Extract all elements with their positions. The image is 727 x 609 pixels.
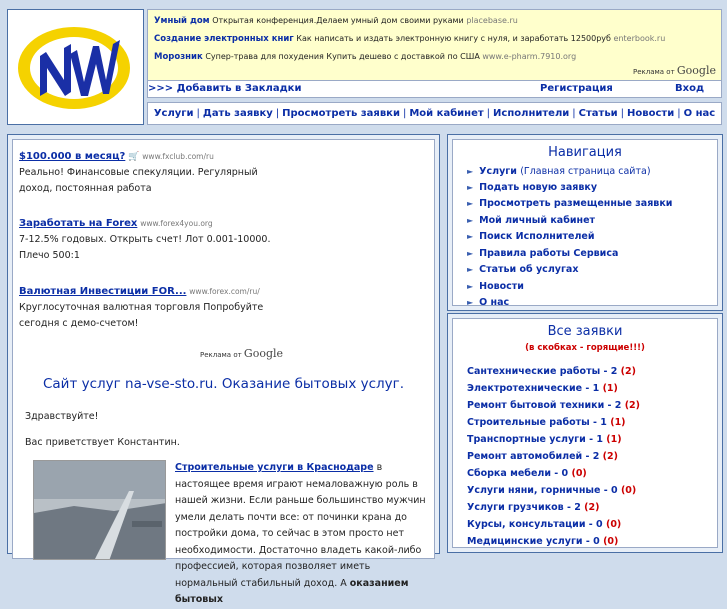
menu-item-cabinet[interactable]: Мой кабинет [409, 108, 484, 119]
google-logo: Google [676, 64, 716, 77]
top-menu [147, 102, 722, 125]
article-text [175, 460, 433, 609]
nav-item-label[interactable]: Просмотреть размещенные заявки [479, 198, 673, 209]
arrow-right-icon: ► [467, 183, 474, 192]
nav-item-services[interactable] [467, 166, 651, 177]
ads-by-google[interactable] [200, 347, 283, 360]
ad-url[interactable]: www.forex.com/ru/ [189, 287, 260, 296]
menu-item-about[interactable]: О нас [683, 108, 716, 119]
ad-desc: Круглосуточная валютная торговля Попробуйте [19, 302, 264, 313]
arrow-right-icon: ► [467, 249, 474, 258]
request-label[interactable]: Транспортные услуги - 1 [467, 434, 603, 445]
ad-desc: 7-12.5% годовых. Открыть счет! Лот 0.001-10000. [19, 234, 271, 245]
ad-title[interactable]: Заработать на Forex [19, 218, 138, 229]
hot-count: (0) [571, 468, 587, 479]
menu-separator: | [486, 108, 491, 119]
arrow-right-icon: ► [467, 167, 474, 176]
request-label[interactable]: Услуги няни, горничные - 0 [467, 485, 618, 496]
menu-item-view-requests[interactable]: Просмотреть заявки [282, 108, 400, 119]
hot-count: (2) [624, 400, 641, 411]
hot-count: (1) [606, 434, 622, 445]
navigation-panel [447, 134, 723, 311]
menu-list [148, 108, 721, 119]
ad-url[interactable]: placebase.ru [466, 16, 518, 25]
nav-item-label[interactable]: Услуги [479, 166, 517, 177]
request-label[interactable]: Услуги грузчиков - 2 [467, 502, 581, 513]
request-category[interactable] [467, 536, 618, 547]
arrow-right-icon: ► [467, 265, 474, 274]
site-logo[interactable] [7, 9, 144, 125]
request-category[interactable] [467, 468, 587, 479]
request-category[interactable] [467, 383, 618, 394]
main-ad[interactable] [19, 284, 349, 332]
arrow-right-icon: ► [467, 232, 474, 241]
construction-photo-icon [34, 461, 166, 560]
menu-item-add-request[interactable]: Дать заявку [202, 108, 273, 119]
main-content [7, 134, 440, 605]
menu-separator: | [677, 108, 681, 119]
nav-item-label[interactable]: Подать новую заявку [479, 182, 598, 193]
requests-inner [452, 318, 718, 548]
header-links [147, 81, 722, 98]
header-ad[interactable] [154, 34, 665, 44]
cart-icon: 🛒 [128, 152, 140, 162]
ad-url[interactable]: www.fxclub.com/ru [142, 152, 214, 161]
request-category[interactable] [467, 400, 640, 411]
hot-count: (2) [620, 366, 636, 377]
google-logo: Google [243, 347, 284, 360]
nav-item-view-requests[interactable] [467, 198, 672, 209]
request-label[interactable]: Сантехнические работы - 2 [467, 366, 618, 377]
ads-by-label: Реклама от [200, 351, 242, 359]
menu-item-services[interactable]: Услуги [153, 108, 194, 119]
main-ad[interactable] [19, 149, 349, 197]
logo-nw-icon [8, 10, 143, 124]
nav-item-rules[interactable] [467, 248, 618, 259]
menu-separator: | [620, 108, 625, 119]
request-category[interactable] [467, 451, 618, 462]
arrow-right-icon: ► [467, 199, 474, 208]
ad-text: Открытая конференция.Делаем умный дом своими руками [212, 16, 464, 25]
requests-panel [447, 313, 723, 553]
ad-title[interactable]: Создание электронных книг [154, 34, 294, 44]
greeting-text: Здравствуйте! [25, 411, 99, 422]
ads-by-label: Реклама от [632, 68, 675, 76]
request-label[interactable]: Медицинские услуги - 0 [467, 536, 600, 547]
ad-desc: доход, постоянная работа [19, 183, 152, 194]
ad-url[interactable]: www.forex4you.org [140, 219, 213, 228]
nav-item-label[interactable]: Поиск Исполнителей [479, 231, 595, 242]
header-ad[interactable] [154, 52, 576, 62]
request-label[interactable]: Строительные работы - 1 [467, 417, 607, 428]
ad-desc: Реально! Финансовые спекуляции. Регулярный [19, 167, 258, 178]
ad-text: Супер-трава для похудения Купить дешево с доставкой по США [205, 52, 480, 61]
hot-count: (2) [584, 502, 600, 513]
page-title: Сайт услуг na-vse-sto.ru. Оказание бытовых услуг. [42, 376, 405, 392]
nav-item-about[interactable] [467, 297, 509, 308]
hot-count: (0) [605, 519, 622, 530]
request-label[interactable]: Ремонт бытовой техники - 2 [467, 400, 622, 411]
menu-item-news[interactable]: Новости [627, 108, 675, 119]
nav-item-note: (Главная страница сайта) [520, 166, 651, 177]
request-label[interactable]: Сборка мебели - 0 [467, 468, 569, 479]
login-link[interactable]: Вход [675, 83, 705, 94]
request-category[interactable] [467, 502, 599, 513]
nav-item-label[interactable]: О нас [479, 297, 510, 308]
request-category[interactable] [467, 417, 626, 428]
ad-url[interactable]: www.e-pharm.7910.org [482, 52, 577, 61]
nav-item-news[interactable] [467, 281, 524, 292]
ad-title[interactable]: Умный дом [154, 16, 210, 26]
header-ad-block [147, 9, 722, 81]
ad-desc: Плечо 500:1 [19, 250, 80, 261]
nav-item-label[interactable]: Правила работы Сервиса [479, 248, 619, 259]
hot-count: (1) [602, 383, 618, 394]
nav-item-label[interactable]: Новости [479, 281, 524, 292]
request-label[interactable]: Курсы, консультации - 0 [467, 519, 603, 530]
menu-separator: | [196, 108, 200, 119]
hot-count: (0) [620, 485, 637, 496]
welcome-text: Вас приветствует Константин. [25, 437, 180, 448]
request-category[interactable] [467, 434, 622, 445]
arrow-right-icon: ► [467, 298, 474, 307]
menu-separator: | [572, 108, 576, 119]
nav-item-label[interactable]: Мой личный кабинет [479, 215, 596, 226]
nav-item-cabinet[interactable] [467, 215, 595, 226]
request-label[interactable]: Электротехнические - 1 [467, 383, 600, 394]
nav-item-search-performers[interactable] [467, 231, 595, 242]
menu-separator: | [275, 108, 280, 119]
hot-count: (2) [602, 451, 618, 462]
ad-text: Как написать и издать электронную книгу с нуля, и заработать 12500руб [296, 34, 611, 43]
menu-item-performers[interactable]: Исполнители [493, 108, 570, 119]
request-category[interactable] [467, 519, 621, 530]
arrow-right-icon: ► [467, 282, 474, 291]
menu-separator: | [402, 108, 407, 119]
navigation-inner [452, 139, 718, 306]
ad-desc: сегодня с демо-счетом! [19, 318, 139, 329]
requests-subtitle: (в скобках - горящие!!!) [525, 343, 645, 353]
requests-title: Все заявки [547, 324, 623, 339]
article-bold: оказанием бытовых [175, 577, 409, 605]
main-panel [12, 139, 435, 605]
hot-count: (1) [610, 417, 626, 428]
ads-by-google[interactable] [633, 64, 716, 77]
navigation-title: Навигация [548, 145, 622, 160]
ad-url[interactable]: enterbook.ru [613, 34, 666, 43]
request-category[interactable] [467, 485, 636, 496]
menu-item-articles[interactable]: Статьи [578, 108, 618, 119]
main-ad[interactable] [19, 216, 349, 264]
article-photo [33, 460, 166, 560]
nav-item-label[interactable]: Статьи об услугах [479, 264, 579, 275]
hot-count: (0) [603, 536, 619, 547]
ad-title[interactable]: Валютная Инвестиции FOR... [19, 286, 187, 297]
register-link[interactable]: Регистрация [540, 83, 613, 94]
nav-item-add-request[interactable] [467, 182, 597, 193]
ad-title[interactable]: Морозник [154, 52, 203, 62]
ad-title[interactable]: $100.000 в месяц? [19, 151, 126, 162]
arrow-right-icon: ► [467, 216, 474, 225]
article-body: в настоящее время играют немаловажную роль в нашей жизни. Если раньше большинство мужчин умели делать почти все: от починки крана до постройки дома, то сейчас в этом просто нет необходимости. Достаточно владеть какой-либо профессией, которая позволяет иметь нормальный стабильный доход. А [175, 462, 426, 589]
request-label[interactable]: Ремонт автомобилей - 2 [467, 451, 600, 462]
nav-item-articles[interactable] [467, 264, 578, 275]
header-ad[interactable] [154, 16, 518, 26]
request-category[interactable] [467, 366, 636, 377]
article-link[interactable]: Строительные услуги в Краснодаре [175, 462, 374, 473]
add-bookmark-link[interactable]: >>> Добавить в Закладки [148, 83, 302, 94]
